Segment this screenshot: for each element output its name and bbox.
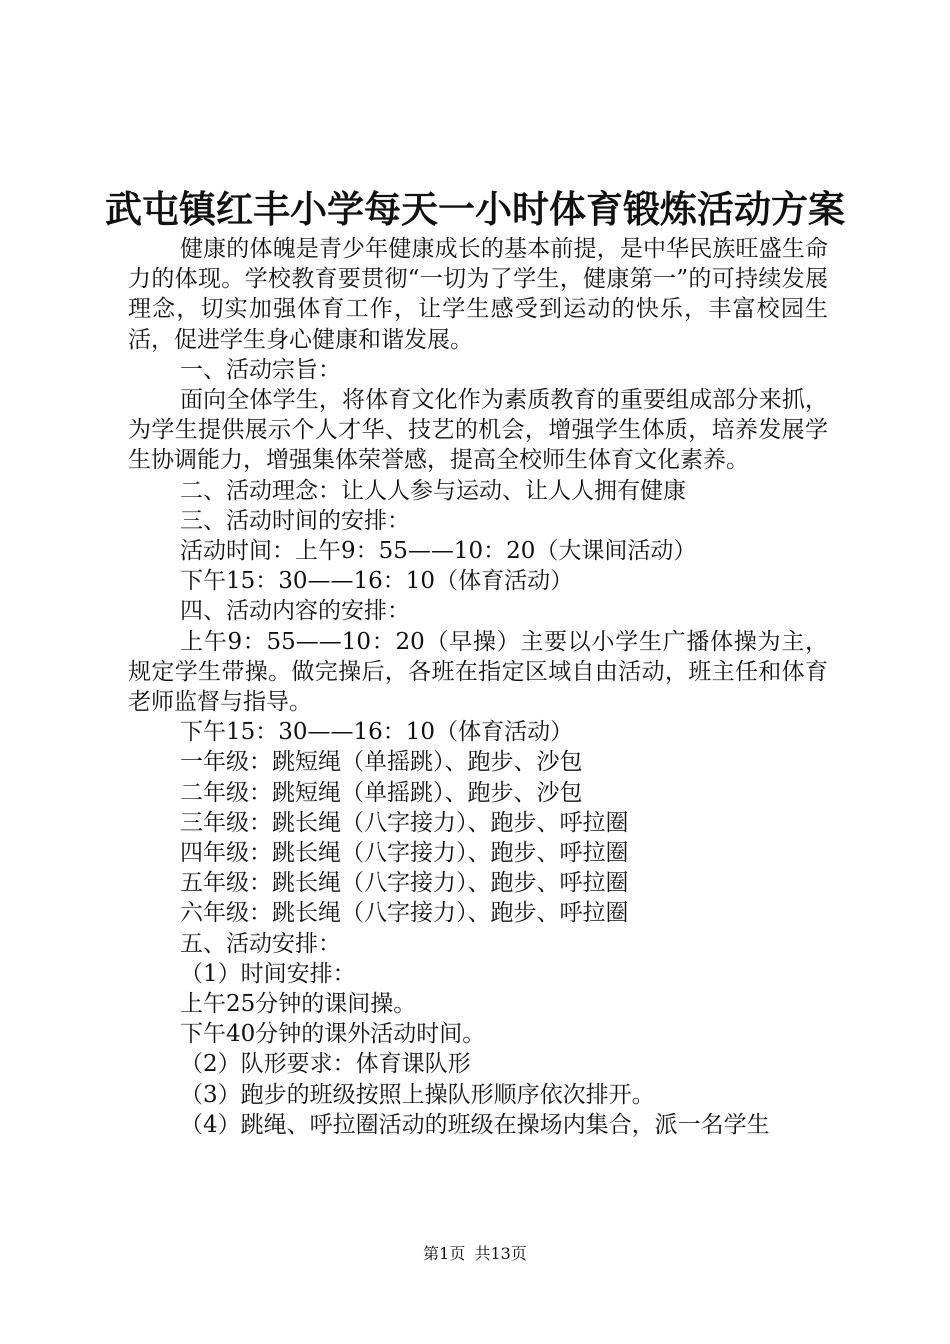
heading-schedule: 三、活动时间的安排： [180,507,410,534]
grade-3-activities: 三年级：跳长绳（八字接力）、跑步、呼拉圈 [180,809,629,836]
paragraph-purpose: 面向全体学生，将体育文化作为素质教育的重要组成部分来抓，为学生提供展示个人才华、技艺的机会，增强学生体质，培养发展学生协调能力，增强集体荣誉感，提高全校师生体育文化素养。 [128,387,828,474]
arrangement-time: （1）时间安排： [180,960,356,987]
page-total: 共13页 [474,1244,527,1263]
heading-content: 四、活动内容的安排： [180,598,410,625]
arrangement-formation: （2）队形要求：体育课队形 [180,1051,471,1078]
content-afternoon: 下午15：30——16：10（体育活动） [180,719,574,746]
arrangement-running: （3）跑步的班级按照上操队形顺序依次排开。 [180,1081,655,1108]
paragraph-morning-exercise: 上午9：55——10：20（早操）主要以小学生广播体操为主，规定学生带操。做完操后，各班在指定区域自由活动，班主任和体育老师监督与指导。 [128,628,828,716]
heading-purpose: 一、活动宗旨： [180,356,341,383]
page-number: 第1页 [423,1244,466,1263]
grade-4-activities: 四年级：跳长绳（八字接力）、跑步、呼拉圈 [180,840,629,867]
document-body [128,234,828,1140]
grade-6-activities: 六年级：跳长绳（八字接力）、跑步、呼拉圈 [180,900,629,927]
page-footer [0,1243,950,1265]
paragraph-intro: 健康的体魄是青少年健康成长的基本前提，是中华民族旺盛生命力的体现。学校教育要贯彻“一切为了学生，健康第一”的可持续发展理念，切实加强体育工作，让学生感受到运动的快乐，丰富校园生活，促进学生身心健康和谐发展。 [128,236,828,353]
heading-concept: 二、活动理念：让人人参与运动、让人人拥有健康 [180,477,686,504]
arrangement-afternoon: 下午40分钟的课外活动时间。 [180,1021,486,1048]
grade-2-activities: 二年级：跳短绳（单摇跳）、跑步、沙包 [180,779,583,806]
arrangement-morning: 上午25分钟的课间操。 [180,991,417,1018]
grade-1-activities: 一年级：跳短绳（单摇跳）、跑步、沙包 [180,749,583,776]
schedule-afternoon: 下午15：30——16：10（体育活动） [180,568,574,595]
grade-5-activities: 五年级：跳长绳（八字接力）、跑步、呼拉圈 [180,870,629,897]
schedule-morning: 活动时间：上午9：55——10：20（大课间活动） [180,538,697,565]
arrangement-rope-hoop: （4）跳绳、呼拉圈活动的班级在操场内集合，派一名学生 [180,1111,770,1138]
heading-arrangement: 五、活动安排： [180,930,341,957]
document-title: 武屯镇红丰小学每天一小时体育锻炼活动方案 [105,188,845,231]
